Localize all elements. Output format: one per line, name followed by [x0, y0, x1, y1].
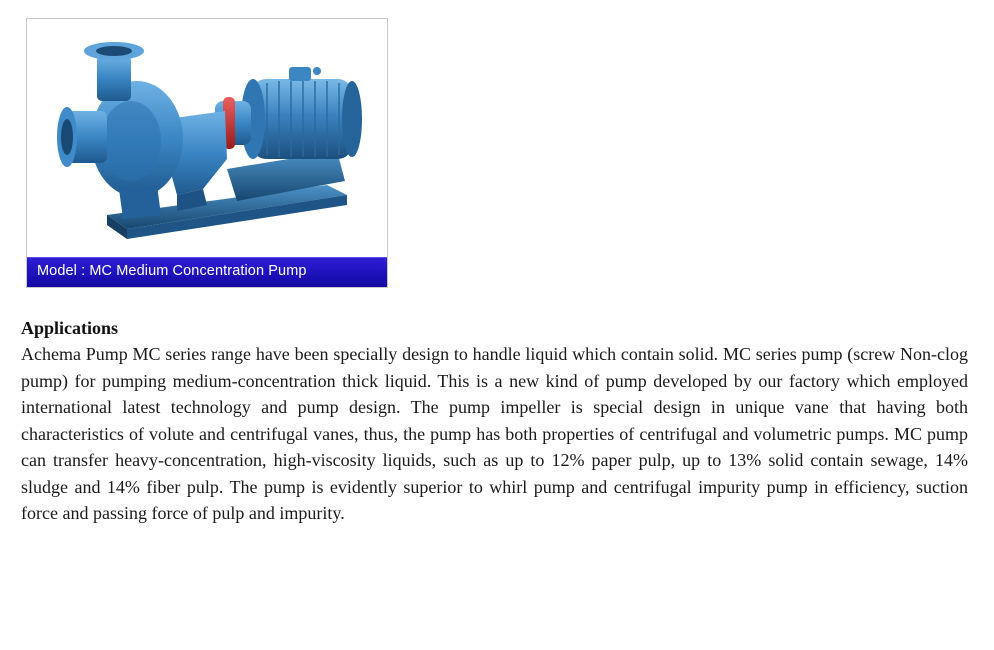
applications-heading: Applications	[21, 318, 119, 338]
caption-bar	[27, 257, 387, 287]
applications-section	[21, 315, 968, 527]
centrifugal-pump-icon	[27, 19, 387, 259]
pump-image	[27, 19, 387, 259]
model-caption: Model : MC Medium Concentration Pump	[37, 263, 307, 279]
applications-body: Achema Pump MC series range have been specially design to handle liquid which contain solid. MC series pump (screw Non-clog pump) for pumping medium-concentration thick liquid. This is a new kind of pump developed by our factory which employed international latest technology and pump design. The pump impeller is special design in unique vane that having both characteristics of volute and centrifugal vanes, thus, the pump has both properties of centrifugal and volumetric pumps. MC pump can transfer heavy-concentration, high-viscosity liquids, such as up to 12% paper pulp, up to 13% solid contain sewage, 14% sludge and 14% fiber pulp. The pump is evidently superior to whirl pump and centrifugal impurity pump in efficiency, suction force and passing force of pulp and impurity.	[21, 344, 968, 523]
product-card	[26, 18, 388, 288]
